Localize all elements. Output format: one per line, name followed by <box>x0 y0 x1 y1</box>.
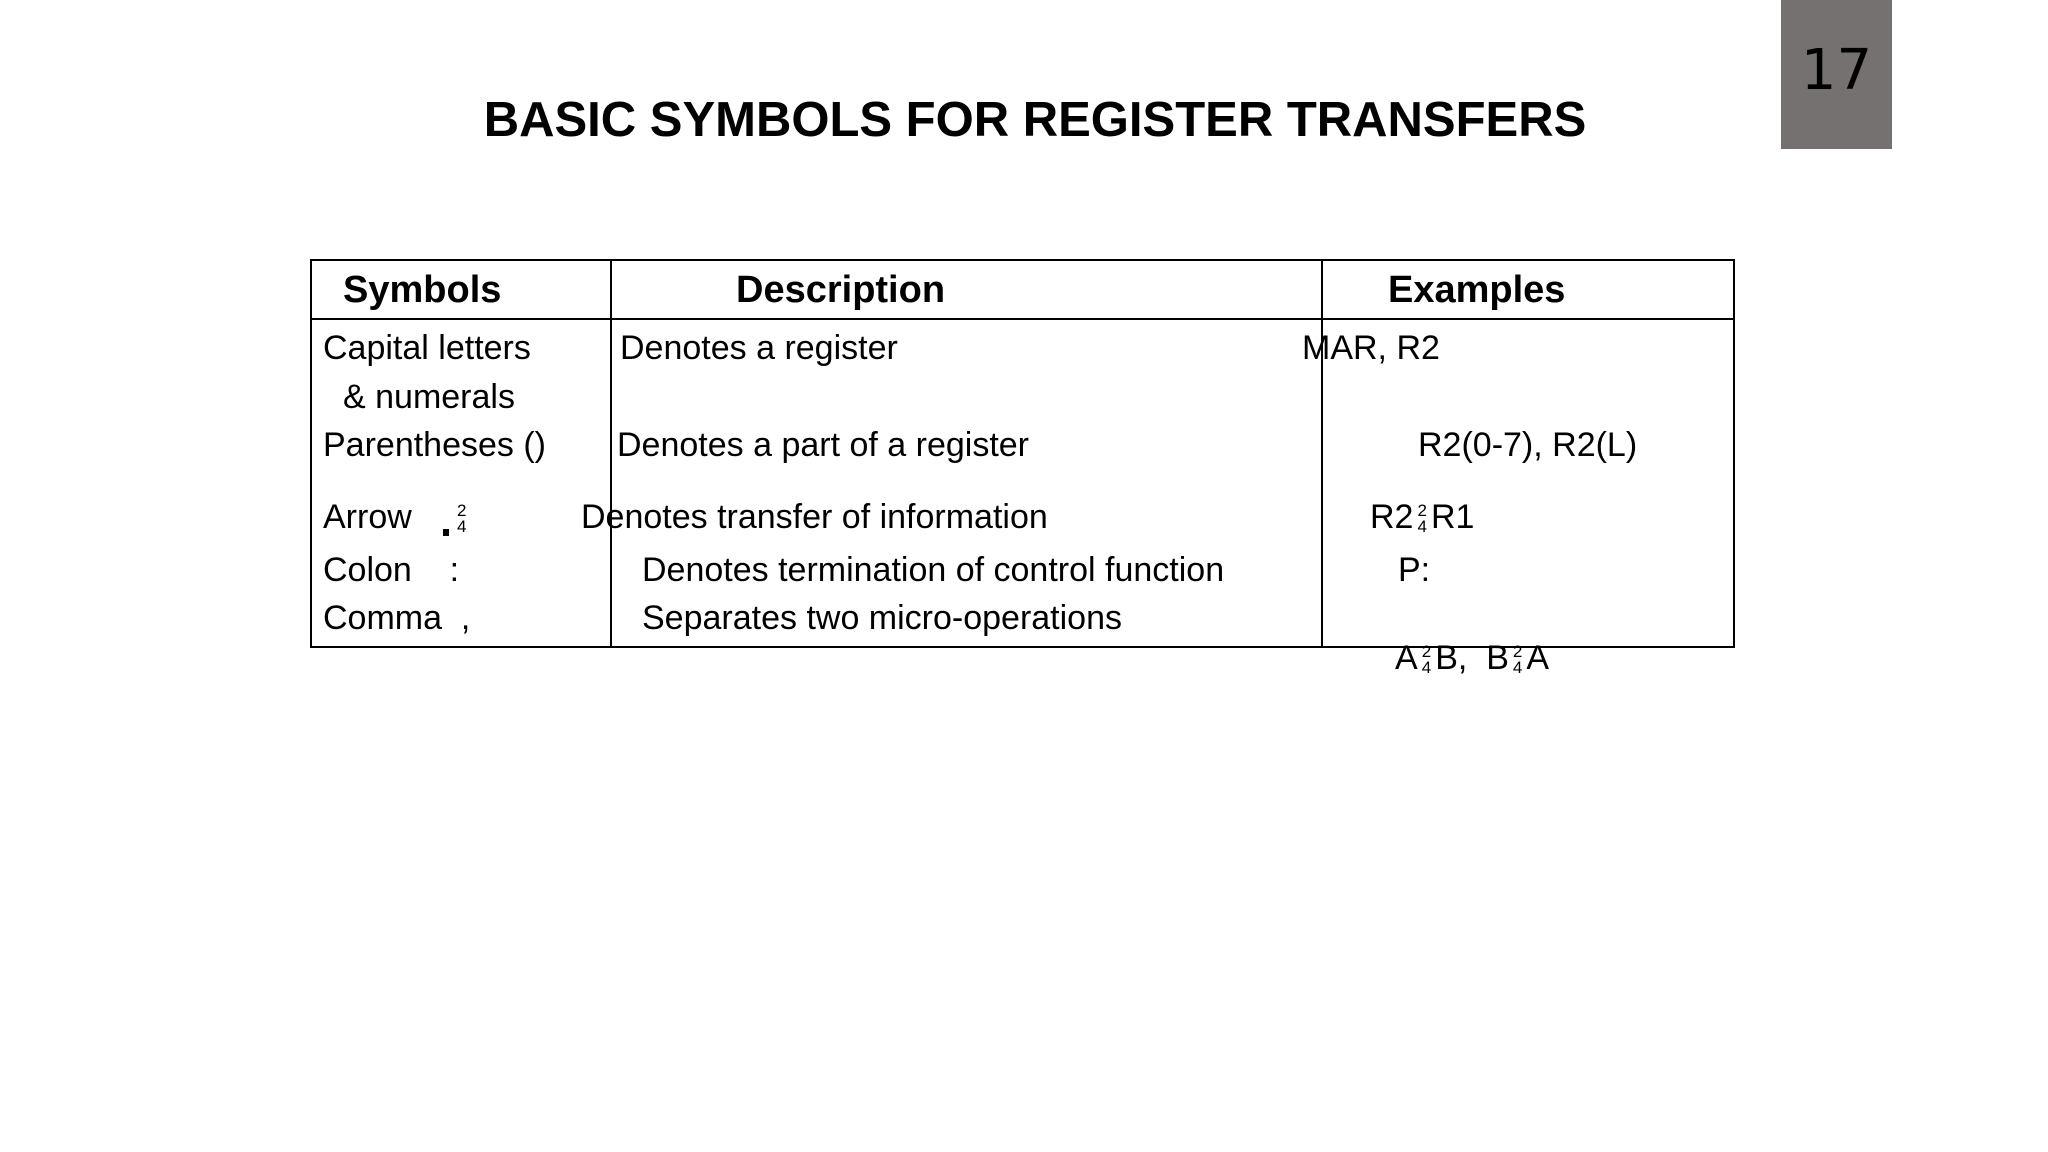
row3-example <box>1370 497 1474 537</box>
arrow-glyph-icon: 2 4 <box>1421 642 1432 678</box>
arrow-glyph-icon: 2 4 <box>1512 642 1523 678</box>
row4-example: P: <box>1398 551 1431 589</box>
row2-symbol: Parentheses () <box>323 426 546 464</box>
row5-example-c: A <box>1526 639 1550 677</box>
row2-description: Denotes a part of a register <box>617 426 1030 464</box>
row5-example-a: A <box>1395 639 1418 677</box>
header-description: Description <box>736 269 946 311</box>
row1-description: Denotes a register <box>620 329 898 367</box>
row3-symbol-label: Arrow <box>323 498 412 536</box>
row3-example-right: R1 <box>1430 498 1475 536</box>
arrow-dot-icon <box>443 529 449 536</box>
row5-example-b: B, B <box>1435 639 1509 677</box>
header-examples: Examples <box>1388 269 1566 311</box>
row4-description: Denotes termination of control function <box>642 551 1225 589</box>
row3-example-left: R2 <box>1370 498 1414 536</box>
row5-symbol: Comma , <box>323 599 471 637</box>
row1-symbol-line1: Capital letters <box>323 329 531 367</box>
header-divider <box>310 318 1734 320</box>
row2-example: R2(0-7), R2(L) <box>1418 426 1638 464</box>
row3-symbol-glyph <box>453 497 470 537</box>
arrow-glyph-icon: 2 4 <box>1417 501 1427 537</box>
row5-description: Separates two micro-operations <box>642 599 1123 637</box>
row1-symbol-line2: & numerals <box>343 378 515 416</box>
arrow-glyph-icon: 2 4 <box>457 501 467 537</box>
header-symbols: Symbols <box>343 269 502 311</box>
row5-example <box>1378 598 1549 678</box>
row3-symbol <box>323 497 412 537</box>
slide-title: BASIC SYMBOLS FOR REGISTER TRANSFERS <box>483 93 1587 147</box>
row4-symbol: Colon : <box>323 551 460 589</box>
row1-example: MAR, R2 <box>1302 329 1440 367</box>
slide-number: 17 <box>1800 37 1873 103</box>
row3-description: Denotes transfer of information <box>581 498 1048 536</box>
